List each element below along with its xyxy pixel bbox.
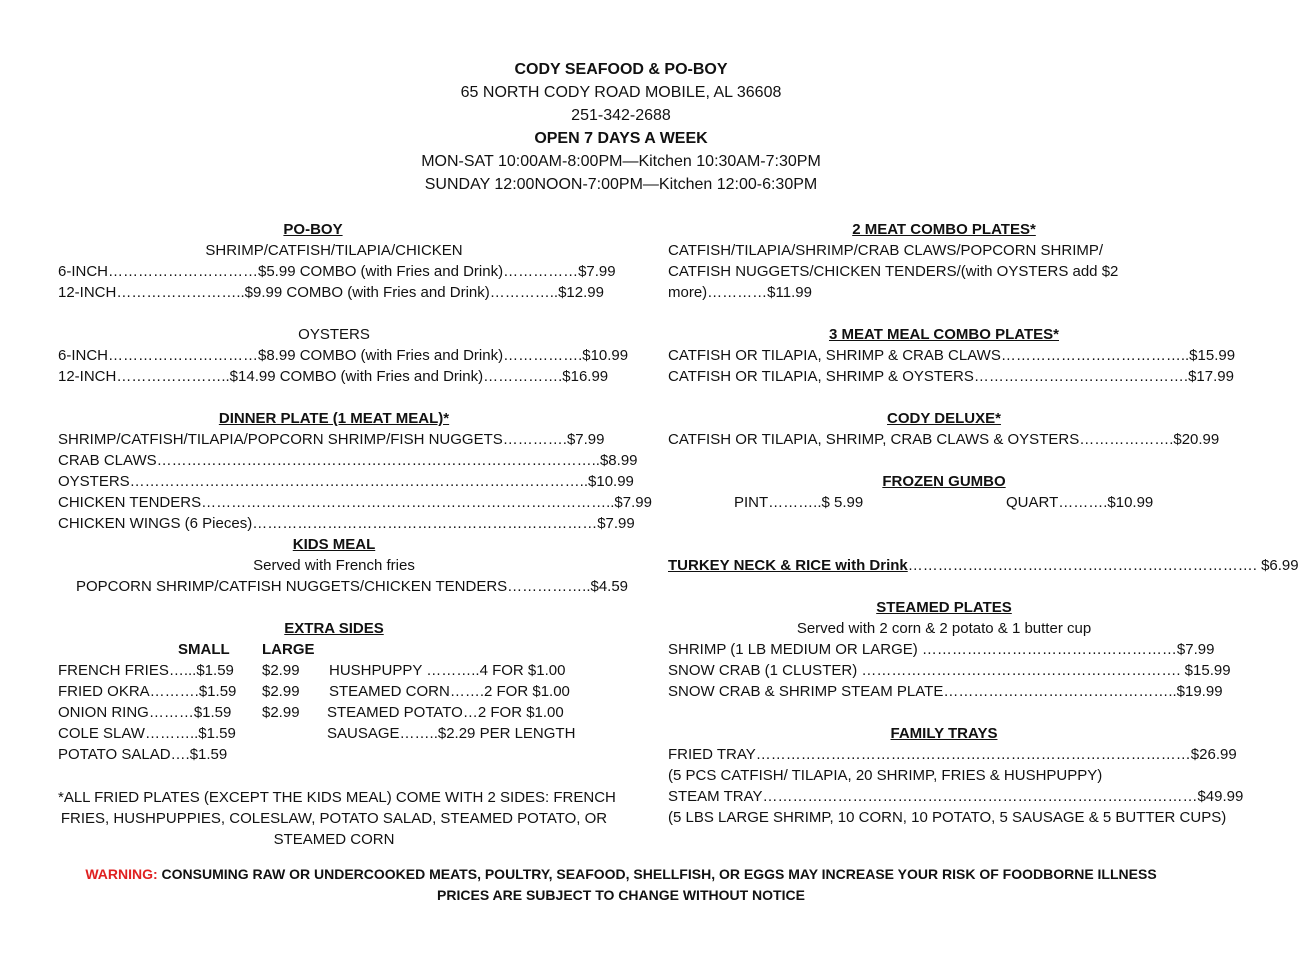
- hours-sunday: SUNDAY 12:00NOON-7:00PM—Kitchen 12:00-6:30PM: [424, 176, 818, 193]
- family-tray-row: FRIED TRAY……………………………………………………………………………$26.99: [668, 746, 1237, 763]
- side-extra-item: STEAMED CORN…….2 FOR $1.00: [329, 683, 570, 700]
- poboy-row-6inch: 6-INCH…………………………$5.99 COMBO (with Fries and Drink)……………$7.99: [58, 263, 616, 280]
- gumbo-title: FROZEN GUMBO: [882, 473, 1006, 490]
- dinner-row: CRAB CLAWS……………………………………………………………………………..$8.99: [58, 452, 638, 469]
- steamed-row: SNOW CRAB (1 CLUSTER) ………………………………………………………. $15.99: [668, 662, 1231, 679]
- gumbo-quart: QUART……….$10.99: [1006, 494, 1154, 511]
- prices-notice: PRICES ARE SUBJECT TO CHANGE WITHOUT NOTICE: [437, 887, 805, 903]
- warning-text: CONSUMING RAW OR UNDERCOOKED MEATS, POULTRY, SEAFOOD, SHELLFISH, OR EGGS MAY INCREASE YOUR RISK OF FOODBORNE ILLNESS: [157, 866, 1157, 882]
- three-meat-row: CATFISH OR TILAPIA, SHRIMP & CRAB CLAWS………………………………..$15.99: [668, 347, 1236, 364]
- side-large-price: $2.99: [262, 704, 300, 721]
- turkey-neck-label: TURKEY NECK & RICE with Drink: [668, 557, 908, 574]
- side-large-price: $2.99: [262, 662, 300, 679]
- deluxe-title: CODY DELUXE*: [887, 410, 1001, 427]
- fried-note-line: *ALL FRIED PLATES (EXCEPT THE KIDS MEAL) COME WITH 2 SIDES: FRENCH: [58, 789, 616, 806]
- col-small-header: SMALL: [178, 641, 230, 658]
- steamed-title: STEAMED PLATES: [876, 599, 1012, 616]
- restaurant-name: CODY SEAFOOD & PO-BOY: [514, 61, 728, 78]
- family-tray-row: STEAM TRAY……………………………………………………………………………$49.99: [668, 788, 1244, 805]
- two-meat-title: 2 MEAT COMBO PLATES*: [852, 221, 1036, 238]
- oysters-row-6inch: 6-INCH…………………………$8.99 COMBO (with Fries and Drink)…………….$10.99: [58, 347, 629, 364]
- restaurant-address: 65 NORTH CODY ROAD MOBILE, AL 36608: [460, 84, 782, 101]
- side-item: FRIED OKRA……….$1.59: [58, 683, 237, 700]
- dinner-row: SHRIMP/CATFISH/TILAPIA/POPCORN SHRIMP/FISH NUGGETS………….$7.99: [58, 431, 605, 448]
- three-meat-title: 3 MEAT MEAL COMBO PLATES*: [828, 326, 1059, 343]
- hours-mon-sat: MON-SAT 10:00AM-8:00PM—Kitchen 10:30AM-7:30PM: [421, 153, 821, 170]
- extra-sides-title: EXTRA SIDES: [284, 620, 384, 637]
- side-item: FRENCH FRIES…...$1.59: [58, 662, 234, 679]
- three-meat-row: CATFISH OR TILAPIA, SHRIMP & OYSTERS…………………………………….$17.99: [668, 368, 1234, 385]
- gumbo-pint: PINT………..$ 5.99: [734, 494, 864, 511]
- oysters-title: OYSTERS: [298, 326, 370, 343]
- restaurant-phone: 251-342-2688: [571, 107, 671, 124]
- poboy-title: PO-BOY: [283, 221, 343, 238]
- oysters-row-12inch: 12-INCH…………………..$14.99 COMBO (with Fries and Drink)…………….$16.99: [58, 368, 609, 385]
- kids-meal-title: KIDS MEAL: [292, 536, 376, 553]
- side-item: ONION RING………$1.59: [58, 704, 232, 721]
- kids-meal-row: POPCORN SHRIMP/CATFISH NUGGETS/CHICKEN TENDERS……………..$4.59: [76, 578, 629, 595]
- two-meat-row: more)…………$11.99: [668, 284, 812, 301]
- col-large-header: LARGE: [262, 641, 315, 658]
- family-tray-row: (5 PCS CATFISH/ TILAPIA, 20 SHRIMP, FRIES & HUSHPUPPY): [668, 767, 1103, 784]
- steamed-row: SNOW CRAB & SHRIMP STEAM PLATE………………………………………..$19.99: [668, 683, 1223, 700]
- poboy-subtitle: SHRIMP/CATFISH/TILAPIA/CHICKEN: [205, 242, 463, 259]
- side-large-price: $2.99: [262, 683, 300, 700]
- kids-meal-subtitle: Served with French fries: [253, 557, 415, 574]
- dinner-row: CHICKEN TENDERS………………………………………………………………………..$7.99: [58, 494, 652, 511]
- dinner-plate-title: DINNER PLATE (1 MEAT MEAL)*: [218, 410, 450, 427]
- open-days: OPEN 7 DAYS A WEEK: [534, 130, 708, 147]
- turkey-neck-row: [668, 555, 1299, 576]
- side-extra-item: STEAMED POTATO…2 FOR $1.00: [327, 704, 564, 721]
- two-meat-row: CATFISH/TILAPIA/SHRIMP/CRAB CLAWS/POPCORN SHRIMP/: [668, 242, 1104, 259]
- warning-line: [0, 864, 1242, 885]
- side-extra-item: HUSHPUPPY ………..4 FOR $1.00: [329, 662, 566, 679]
- deluxe-row: CATFISH OR TILAPIA, SHRIMP, CRAB CLAWS & OYSTERS……………….$20.99: [668, 431, 1220, 448]
- steamed-subtitle: Served with 2 corn & 2 potato & 1 butter cup: [796, 620, 1092, 637]
- steamed-row: SHRIMP (1 LB MEDIUM OR LARGE) ……………………………………………$7.99: [668, 641, 1215, 658]
- family-tray-row: (5 LBS LARGE SHRIMP, 10 CORN, 10 POTATO, 5 SAUSAGE & 5 BUTTER CUPS): [668, 809, 1227, 826]
- turkey-neck-price: ……………………………………………………………. $6.99: [907, 557, 1299, 574]
- fried-note-line: FRIES, HUSHPUPPIES, COLESLAW, POTATO SALAD, STEAMED POTATO, OR: [60, 810, 608, 827]
- dinner-row: OYSTERS………………………………………………………………………………..$10.99: [58, 473, 634, 490]
- restaurant-header: [0, 58, 1242, 196]
- side-item: POTATO SALAD….$1.59: [58, 746, 228, 763]
- side-extra-item: SAUSAGE……..$2.29 PER LENGTH: [327, 725, 576, 742]
- fried-note-line: STEAMED CORN: [273, 831, 395, 848]
- warning-label: WARNING:: [85, 866, 158, 882]
- poboy-row-12inch: 12-INCH……………………..$9.99 COMBO (with Fries and Drink)…………..$12.99: [58, 284, 604, 301]
- dinner-row: CHICKEN WINGS (6 Pieces)……………………………………………………………$7.99: [58, 515, 635, 532]
- side-item: COLE SLAW………..$1.59: [58, 725, 236, 742]
- family-trays-title: FAMILY TRAYS: [890, 725, 998, 742]
- two-meat-row: CATFISH NUGGETS/CHICKEN TENDERS/(with OYSTERS add $2: [668, 263, 1119, 280]
